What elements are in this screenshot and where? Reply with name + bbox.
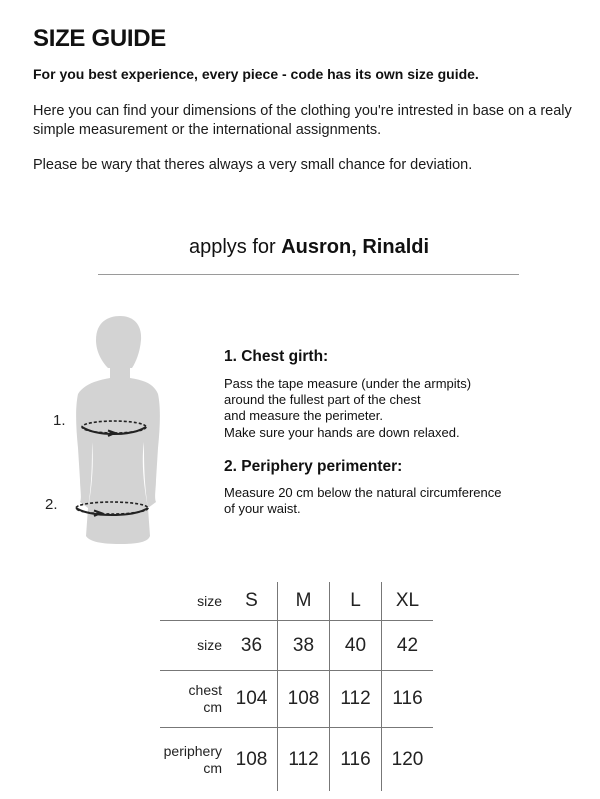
table-cell: 42 bbox=[382, 621, 434, 671]
row-label: size bbox=[160, 582, 226, 621]
table-cell: 36 bbox=[226, 621, 278, 671]
marker-2: 2. bbox=[45, 496, 58, 513]
row-label-line: periphery bbox=[163, 742, 222, 759]
chest-line: Make sure your hands are down relaxed. bbox=[224, 424, 460, 440]
table-cell: 38 bbox=[278, 621, 330, 671]
table-cell: S bbox=[226, 582, 278, 621]
applies-prefix: applys for bbox=[188, 236, 282, 258]
row-label bbox=[160, 728, 226, 792]
table-cell: 112 bbox=[278, 728, 330, 792]
row-label bbox=[160, 621, 226, 671]
row-label-line: size bbox=[197, 637, 222, 653]
table-cell: L bbox=[330, 582, 382, 621]
page-title: SIZE GUIDE bbox=[33, 25, 167, 52]
intro-paragraph: Here you can find your dimensions of the clothing you're intrested in base on a realy simple measurement or the international assignments. bbox=[33, 103, 572, 138]
table-cell: 116 bbox=[382, 671, 434, 728]
periphery-description bbox=[224, 485, 534, 517]
section-divider bbox=[98, 274, 519, 275]
periphery-line: Measure 20 cm below the natural circumference bbox=[224, 485, 502, 500]
table-cell: 112 bbox=[330, 671, 382, 728]
table-cell: M bbox=[278, 582, 330, 621]
row-label bbox=[160, 671, 226, 728]
deviation-note: Please be wary that theres always a very small chance for deviation. bbox=[33, 157, 473, 173]
size-table bbox=[160, 582, 433, 791]
table-cell: XL bbox=[382, 582, 434, 621]
row-label-line: chest bbox=[188, 682, 222, 698]
lead-text: For you best experience, every piece - code has its own size guide. bbox=[33, 66, 479, 82]
chest-line: and measure the perimeter. bbox=[224, 408, 383, 424]
applies-brands: Ausron, Rinaldi bbox=[281, 236, 430, 258]
table-row bbox=[160, 728, 433, 792]
chest-girth-description bbox=[224, 376, 534, 441]
table-cell: 116 bbox=[330, 728, 382, 792]
row-label-unit: cm bbox=[203, 699, 222, 715]
chest-line: around the fullest part of the chest bbox=[224, 392, 421, 408]
body-silhouette-illustration bbox=[40, 312, 190, 552]
table-row bbox=[160, 621, 433, 671]
table-cell: 108 bbox=[235, 748, 268, 770]
applies-heading bbox=[0, 236, 600, 259]
marker-1: 1. bbox=[53, 412, 66, 429]
row-label-unit: cm bbox=[203, 759, 222, 776]
chest-line: Pass the tape measure (under the armpits) bbox=[224, 376, 472, 391]
body-figure bbox=[40, 312, 190, 552]
table-cell: 40 bbox=[330, 621, 382, 671]
table-header-row bbox=[160, 582, 433, 621]
table-cell: 108 bbox=[278, 671, 330, 728]
table-row bbox=[160, 671, 433, 728]
chest-girth-title: 1. Chest girth: bbox=[224, 348, 329, 365]
table-cell: 104 bbox=[226, 671, 278, 728]
periphery-line: of your waist. bbox=[224, 501, 301, 517]
table-cell: 120 bbox=[382, 728, 434, 792]
periphery-title: 2. Periphery perimenter: bbox=[224, 458, 403, 475]
